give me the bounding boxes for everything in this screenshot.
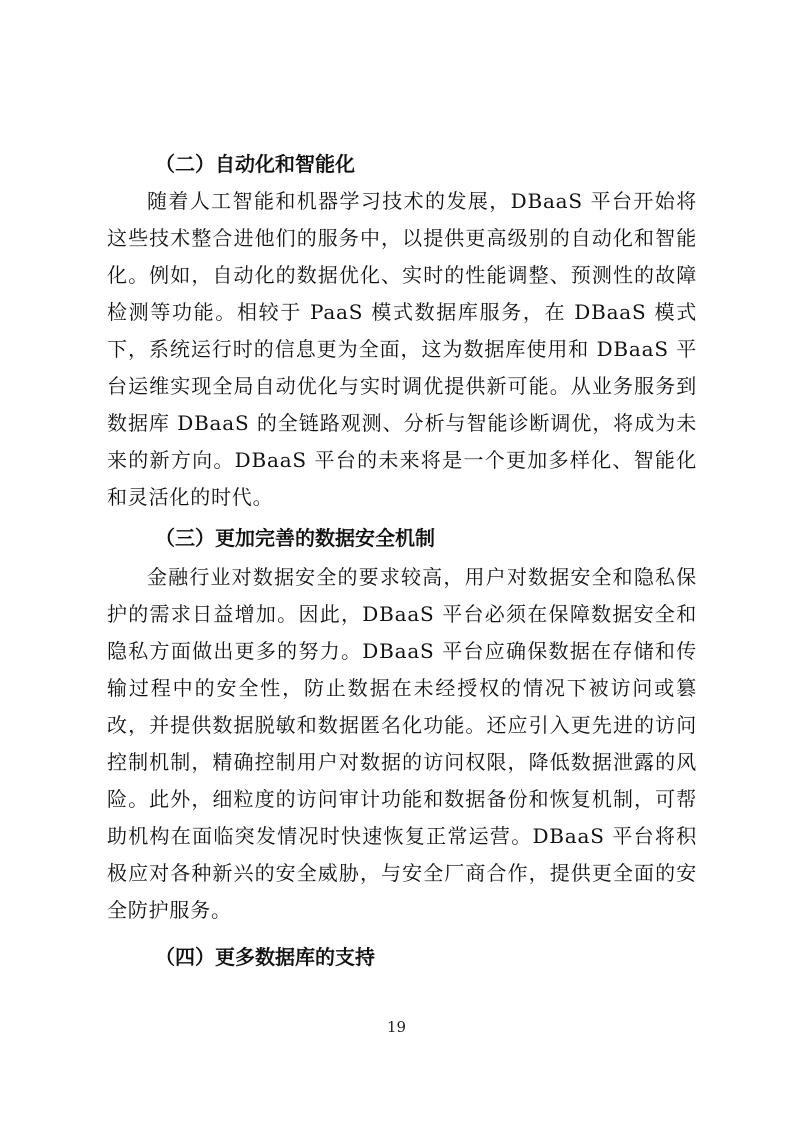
section-heading-security: （三）更加完善的数据安全机制 [155, 526, 435, 550]
section-paragraph-automation: 随着人工智能和机器学习技术的发展，DBaaS 平台开始将这些技术整合进他们的服务中，以提供更高级别的自动化和智能化。例如，自动化的数据优化、实时的性能调整、预测性的故障检测等功能。相较于 PaaS 模式数据库服务，在 DBaaS 模式下，系统运行时的信息更为全面，这为数据库使用和 DBaaS 平台运维实现全局自动优化与实时调优提供新可能。从业务服务到数据库 DBaaS 的全链路观测、分析与智能诊断调优，将成为未来的新方向。DBaaS 平台的未来将是一个更加多样化、智能化和灵活化的时代。 [107, 189, 697, 509]
page-content [107, 146, 697, 976]
section-heading-more-databases: （四）更多数据库的支持 [155, 945, 375, 969]
section-heading-automation: （二）自动化和智能化 [155, 152, 355, 176]
page-number: 19 [386, 1018, 407, 1036]
section-paragraph-security: 金融行业对数据安全的要求较高，用户对数据安全和隐私保护的需求日益增加。因此，DBaaS 平台必须在保障数据安全和隐私方面做出更多的努力。DBaaS 平台应确保数据在存储和传输过程中的安全性，防止数据在未经授权的情况下被访问或篡改，并提供数据脱敏和数据匿名化功能。还应引入更先进的访问控制机制，精确控制用户对数据的访问权限，降低数据泄露的风险。此外，细粒度的访问审计功能和数据备份和恢复机制，可帮助机构在面临突发情况时快速恢复正常运营。DBaaS 平台将积极应对各种新兴的安全威胁，与安全厂商合作，提供更全面的安全防护服务。 [107, 565, 697, 922]
